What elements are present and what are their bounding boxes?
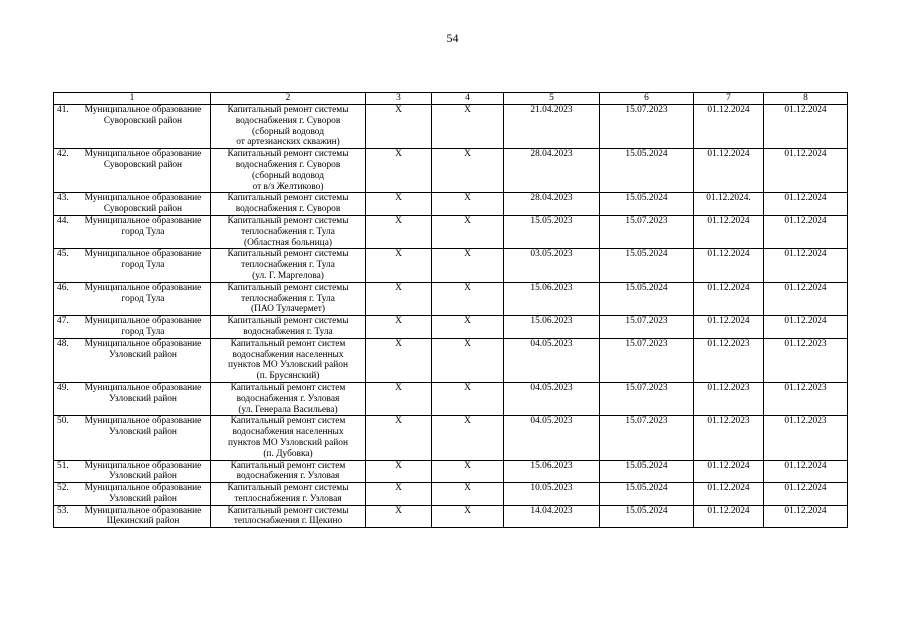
municipality-line: Суворовский район xyxy=(103,159,183,170)
date-cell-col7: 01.12.2023 xyxy=(694,338,764,382)
work-description-cell xyxy=(211,505,366,528)
municipality-line: Узловский район xyxy=(109,471,177,482)
date-cell-col7: 01.12.2024 xyxy=(694,105,764,149)
municipality-name xyxy=(83,316,203,338)
row-number: 46. xyxy=(57,282,69,293)
row-number: 51. xyxy=(57,460,69,471)
municipality-cell xyxy=(54,382,211,415)
municipality-name xyxy=(83,105,203,127)
column-4-cell: X xyxy=(432,149,504,193)
date-cell-col7: 01.12.2024 xyxy=(694,215,764,248)
municipality-name xyxy=(83,339,203,361)
municipality-line: Муниципальное образование xyxy=(84,483,202,494)
date-cell-col8: 01.12.2024 xyxy=(764,282,848,315)
municipality-line: Суворовский район xyxy=(103,204,183,215)
work-description-line: Капитальный ремонт системы xyxy=(227,105,349,115)
municipality-line: город Тула xyxy=(121,260,165,271)
work-description-line: (ул. Г. Маргелова) xyxy=(252,270,324,281)
municipality-line: Муниципальное образование xyxy=(84,249,202,260)
date-cell-col6: 15.05.2024 xyxy=(600,483,694,506)
work-description-line: Капитальный ремонт систем xyxy=(230,460,346,471)
municipality-name xyxy=(83,461,203,483)
column-3-cell: X xyxy=(366,483,432,506)
date-cell-col7: 01.12.2024 xyxy=(694,505,764,528)
table-row xyxy=(54,416,848,460)
table-row xyxy=(54,338,848,382)
work-description-cell xyxy=(211,149,366,193)
work-description-line: водоснабжения населенных xyxy=(232,427,344,438)
work-description-line: водоснабжения г. Узловая xyxy=(236,393,340,404)
date-cell-col5: 15.06.2023 xyxy=(504,460,600,483)
column-header: 6 xyxy=(600,93,694,105)
municipality-cell xyxy=(54,505,211,528)
work-description-line: Капитальный ремонт системы xyxy=(227,316,349,327)
work-description-line: водоснабжения г. Суворов xyxy=(235,159,341,170)
column-4-cell: X xyxy=(432,193,504,216)
column-number-header-row xyxy=(54,93,848,105)
date-cell-col6: 15.05.2024 xyxy=(600,282,694,315)
date-cell-col7: 01.12.2024 xyxy=(694,249,764,282)
date-cell-col5: 04.05.2023 xyxy=(504,338,600,382)
municipality-line: Муниципальное образование xyxy=(84,149,202,160)
column-3-cell: X xyxy=(366,215,432,248)
column-4-cell: X xyxy=(432,249,504,282)
municipality-line: город Тула xyxy=(121,326,165,337)
column-header: 3 xyxy=(366,93,432,105)
date-cell-col5: 04.05.2023 xyxy=(504,416,600,460)
date-cell-col8: 01.12.2024 xyxy=(764,460,848,483)
work-description-line: (ул. Генерала Васильева) xyxy=(238,404,338,415)
column-4-cell: X xyxy=(432,382,504,415)
column-4-cell: X xyxy=(432,215,504,248)
date-cell-col7: 01.12.2024. xyxy=(694,193,764,216)
date-cell-col6: 15.07.2023 xyxy=(600,215,694,248)
work-description-cell xyxy=(211,416,366,460)
date-cell-col5: 15.06.2023 xyxy=(504,316,600,339)
municipality-line: Суворовский район xyxy=(103,115,183,126)
work-description-line: Капитальный ремонт системы xyxy=(227,215,349,226)
work-description-line: (сборный водовод xyxy=(251,170,324,181)
row-number: 52. xyxy=(57,483,69,494)
date-cell-col8: 01.12.2024 xyxy=(764,215,848,248)
date-cell-col8: 01.12.2024 xyxy=(764,149,848,193)
municipality-cell xyxy=(54,149,211,193)
work-description-line: (ПАО Тулачермет) xyxy=(250,304,326,315)
municipality-line: Муниципальное образование xyxy=(84,193,202,204)
municipality-name xyxy=(83,249,203,271)
municipality-line: город Тула xyxy=(121,293,165,304)
column-4-cell: X xyxy=(432,460,504,483)
date-cell-col6: 15.05.2024 xyxy=(600,505,694,528)
date-cell-col6: 15.05.2024 xyxy=(600,149,694,193)
work-description-line: (сборный водовод xyxy=(251,126,324,137)
row-number: 53. xyxy=(57,505,69,516)
table-row xyxy=(54,460,848,483)
municipality-cell xyxy=(54,105,211,149)
municipality-line: Муниципальное образование xyxy=(84,105,202,115)
column-3-cell: X xyxy=(366,193,432,216)
table-row xyxy=(54,282,848,315)
municipality-name xyxy=(83,506,203,528)
date-cell-col5: 04.05.2023 xyxy=(504,382,600,415)
date-cell-col5: 03.05.2023 xyxy=(504,249,600,282)
municipality-line: Муниципальное образование xyxy=(84,338,202,349)
municipality-cell xyxy=(54,416,211,460)
date-cell-col8: 01.12.2024 xyxy=(764,505,848,528)
municipality-line: Узловский район xyxy=(109,349,177,360)
date-cell-col8: 01.12.2024 xyxy=(764,316,848,339)
table-row xyxy=(54,483,848,506)
date-cell-col6: 15.07.2023 xyxy=(600,382,694,415)
column-4-cell: X xyxy=(432,316,504,339)
table-row xyxy=(54,316,848,339)
work-description-line: теплоснабжения г. Щекино xyxy=(233,516,343,527)
work-description-cell xyxy=(211,483,366,506)
row-number: 44. xyxy=(57,215,69,226)
municipality-name xyxy=(83,283,203,305)
column-4-cell: X xyxy=(432,338,504,382)
municipality-cell xyxy=(54,249,211,282)
date-cell-col6: 15.07.2023 xyxy=(600,105,694,149)
date-cell-col7: 01.12.2024 xyxy=(694,149,764,193)
date-cell-col6: 15.05.2024 xyxy=(600,193,694,216)
work-description-cell xyxy=(211,382,366,415)
work-description-line: водоснабжения г. Тула xyxy=(243,326,333,337)
column-3-cell: X xyxy=(366,382,432,415)
table-row xyxy=(54,215,848,248)
municipality-name xyxy=(83,193,203,215)
municipality-name xyxy=(83,149,203,171)
work-description-line: (Областная больница) xyxy=(244,237,332,248)
work-description-cell xyxy=(211,316,366,339)
municipality-line: Муниципальное образование xyxy=(84,460,202,471)
column-header: 5 xyxy=(504,93,600,105)
column-3-cell: X xyxy=(366,316,432,339)
municipality-cell xyxy=(54,338,211,382)
work-description-line: водоснабжения г. Суворов xyxy=(235,204,341,215)
date-cell-col7: 01.12.2023 xyxy=(694,416,764,460)
row-number: 42. xyxy=(57,149,69,160)
municipality-line: Узловский район xyxy=(109,493,177,504)
work-description-cell xyxy=(211,193,366,216)
work-description-line: водоснабжения г. Узловая xyxy=(236,471,340,482)
municipality-line: Муниципальное образование xyxy=(84,282,202,293)
work-description-line: Капитальный ремонт систем xyxy=(230,416,346,427)
date-cell-col6: 15.07.2023 xyxy=(600,416,694,460)
municipality-line: Муниципальное образование xyxy=(84,382,202,393)
column-3-cell: X xyxy=(366,282,432,315)
work-description-cell xyxy=(211,105,366,149)
column-3-cell: X xyxy=(366,416,432,460)
work-description-line: Капитальный ремонт системы xyxy=(227,505,349,516)
row-number: 48. xyxy=(57,338,69,349)
date-cell-col8: 01.12.2024 xyxy=(764,483,848,506)
work-description-cell xyxy=(211,338,366,382)
municipality-cell xyxy=(54,483,211,506)
municipality-name xyxy=(83,483,203,505)
row-number: 47. xyxy=(57,316,69,327)
column-3-cell: X xyxy=(366,460,432,483)
municipality-line: Узловский район xyxy=(109,427,177,438)
work-description-cell xyxy=(211,249,366,282)
column-4-cell: X xyxy=(432,416,504,460)
work-description-line: водоснабжения населенных xyxy=(232,349,344,360)
municipality-line: город Тула xyxy=(121,226,165,237)
work-description-line: Капитальный ремонт системы xyxy=(227,282,349,293)
date-cell-col7: 01.12.2023 xyxy=(694,382,764,415)
column-3-cell: X xyxy=(366,505,432,528)
column-4-cell: X xyxy=(432,505,504,528)
municipality-cell xyxy=(54,215,211,248)
date-cell-col5: 28.04.2023 xyxy=(504,193,600,216)
row-number: 45. xyxy=(57,249,69,260)
schedule-table xyxy=(53,92,848,528)
column-4-cell: X xyxy=(432,105,504,149)
municipality-line: Муниципальное образование xyxy=(84,416,202,427)
date-cell-col5: 15.06.2023 xyxy=(504,282,600,315)
work-description-line: (п. Брусянский) xyxy=(256,371,320,382)
row-number: 41. xyxy=(57,105,69,115)
row-number: 43. xyxy=(57,193,69,204)
work-description-line: теплоснабжения г. Узловая xyxy=(234,493,342,504)
work-description-line: Капитальный ремонт системы xyxy=(227,483,349,494)
municipality-name xyxy=(83,416,203,438)
work-description-line: Капитальный ремонт систем xyxy=(230,338,346,349)
column-3-cell: X xyxy=(366,249,432,282)
column-3-cell: X xyxy=(366,338,432,382)
work-description-line: (п. Дубовка) xyxy=(263,448,313,459)
work-description-line: пунктов МО Узловский район xyxy=(228,360,348,371)
date-cell-col7: 01.12.2024 xyxy=(694,483,764,506)
work-description-cell xyxy=(211,460,366,483)
work-description-line: теплоснабжения г. Тула xyxy=(241,226,335,237)
municipality-cell xyxy=(54,282,211,315)
municipality-name xyxy=(83,383,203,405)
work-description-line: от в/з Желтиково) xyxy=(252,181,324,192)
municipality-cell xyxy=(54,460,211,483)
municipality-line: Муниципальное образование xyxy=(84,505,202,516)
municipality-line: Муниципальное образование xyxy=(84,316,202,327)
date-cell-col8: 01.12.2024 xyxy=(764,105,848,149)
municipality-name xyxy=(83,216,203,238)
table-row xyxy=(54,105,848,149)
date-cell-col6: 15.07.2023 xyxy=(600,316,694,339)
date-cell-col5: 14.04.2023 xyxy=(504,505,600,528)
date-cell-col8: 01.12.2024 xyxy=(764,193,848,216)
table-row xyxy=(54,249,848,282)
date-cell-col8: 01.12.2023 xyxy=(764,338,848,382)
work-description-line: от артезианских скважин) xyxy=(236,137,340,148)
date-cell-col5: 21.04.2023 xyxy=(504,105,600,149)
municipality-line: Узловский район xyxy=(109,393,177,404)
work-description-line: пунктов МО Узловский район xyxy=(228,437,348,448)
work-description-line: Капитальный ремонт системы xyxy=(227,249,349,260)
page-number: 54 xyxy=(446,31,459,45)
date-cell-col5: 15.05.2023 xyxy=(504,215,600,248)
table-row xyxy=(54,382,848,415)
date-cell-col8: 01.12.2024 xyxy=(764,249,848,282)
column-4-cell: X xyxy=(432,282,504,315)
row-number: 50. xyxy=(57,416,69,427)
column-header: 1 xyxy=(54,93,211,105)
table-row xyxy=(54,505,848,528)
date-cell-col6: 15.07.2023 xyxy=(600,338,694,382)
date-cell-col6: 15.05.2024 xyxy=(600,460,694,483)
municipality-line: Щекинский район xyxy=(106,516,180,527)
work-description-line: водоснабжения г. Суворов xyxy=(235,115,341,126)
date-cell-col7: 01.12.2024 xyxy=(694,282,764,315)
work-description-line: Капитальный ремонт системы xyxy=(227,149,349,160)
row-number: 49. xyxy=(57,382,69,393)
work-description-cell xyxy=(211,215,366,248)
date-cell-col5: 28.04.2023 xyxy=(504,149,600,193)
table-row xyxy=(54,193,848,216)
date-cell-col8: 01.12.2023 xyxy=(764,382,848,415)
work-description-line: теплоснабжения г. Тула xyxy=(241,293,335,304)
column-header: 2 xyxy=(211,93,366,105)
column-3-cell: X xyxy=(366,149,432,193)
work-description-cell xyxy=(211,282,366,315)
column-3-cell: X xyxy=(366,105,432,149)
date-cell-col8: 01.12.2023 xyxy=(764,416,848,460)
column-header: 7 xyxy=(694,93,764,105)
date-cell-col7: 01.12.2024 xyxy=(694,460,764,483)
work-description-line: Капитальный ремонт системы xyxy=(227,193,349,204)
table-row xyxy=(54,149,848,193)
date-cell-col7: 01.12.2024 xyxy=(694,316,764,339)
work-description-line: теплоснабжения г. Тула xyxy=(241,260,335,271)
date-cell-col5: 10.05.2023 xyxy=(504,483,600,506)
column-header: 8 xyxy=(764,93,848,105)
column-header: 4 xyxy=(432,93,504,105)
municipality-cell xyxy=(54,316,211,339)
municipality-cell xyxy=(54,193,211,216)
municipality-line: Муниципальное образование xyxy=(84,215,202,226)
column-4-cell: X xyxy=(432,483,504,506)
date-cell-col6: 15.05.2024 xyxy=(600,249,694,282)
work-description-line: Капитальный ремонт систем xyxy=(230,382,346,393)
